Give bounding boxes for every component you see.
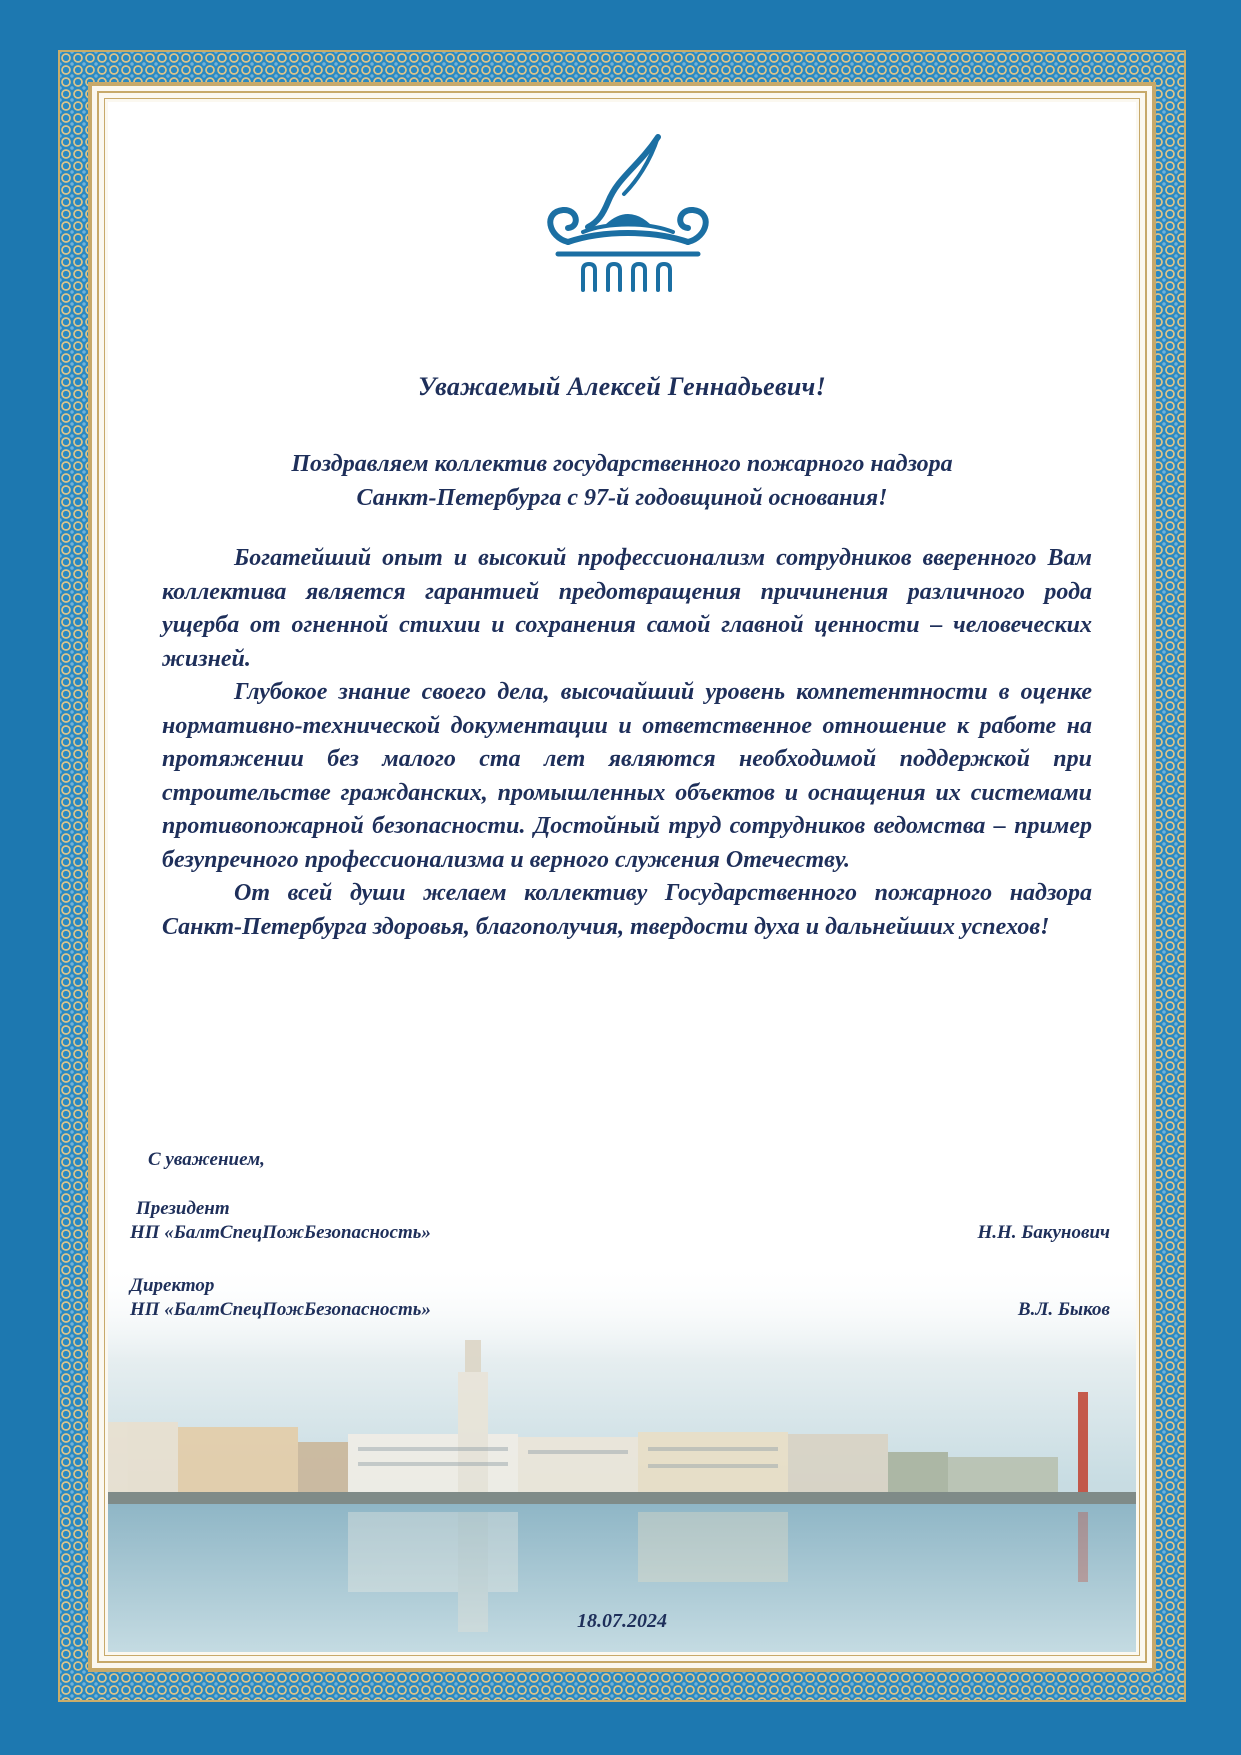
signatory-director xyxy=(130,1274,1110,1324)
greeting: Уважаемый Алексей Геннадьевич! xyxy=(417,372,827,401)
signatory-org: НП «БалтСпецПожБезопасность» xyxy=(130,1222,431,1243)
headline-line-2: Санкт-Петербурга с 97-й годовщиной основания! xyxy=(356,485,888,511)
body-paragraph-3: От всей души желаем коллективу Государственного пожарного надзора Санкт-Петербурга здоровья, благополучия, твердости духа и дальнейших успехов! xyxy=(162,880,1092,940)
signatory-name: В.Л. Быков xyxy=(1017,1299,1110,1320)
letter-body xyxy=(162,542,1092,944)
letter-sheet xyxy=(108,102,1136,1652)
body-paragraph-1: Богатейший опыт и высокий профессионализм сотрудников вверенного Вам коллектива является гарантией предотвращения причинения различного рода ущерба от огненной стихии и сохранения самой главной ценности – человеческих жизней. xyxy=(162,545,1092,672)
signatory-title: Директор xyxy=(130,1275,215,1296)
signatory-president xyxy=(130,1197,1110,1247)
headline xyxy=(168,447,1076,515)
letter-date: 18.07.2024 xyxy=(577,1610,667,1632)
signatory-title: Президент xyxy=(136,1198,230,1219)
flame-column-logo xyxy=(528,132,728,292)
signatory-org: НП «БалтСпецПожБезопасность» xyxy=(130,1299,431,1320)
closing: С уважением, xyxy=(148,1149,265,1170)
headline-line-1: Поздравляем коллектив государственного пожарного надзора xyxy=(291,451,953,477)
body-paragraph-2: Глубокое знание своего дела, высочайший уровень компетентности в оценке нормативно-технической документации и ответственное отношение к работе на протяжении без малого ста лет являются необходимой поддержкой при строительстве гражданских, промышленных объектов и оснащения их системами противопожарной безопасности. Достойный труд сотрудников ведомства – пример безупречного профессионализма и верного служения Отечеству. xyxy=(162,679,1092,873)
signatory-name: Н.Н. Бакунович xyxy=(977,1222,1110,1243)
